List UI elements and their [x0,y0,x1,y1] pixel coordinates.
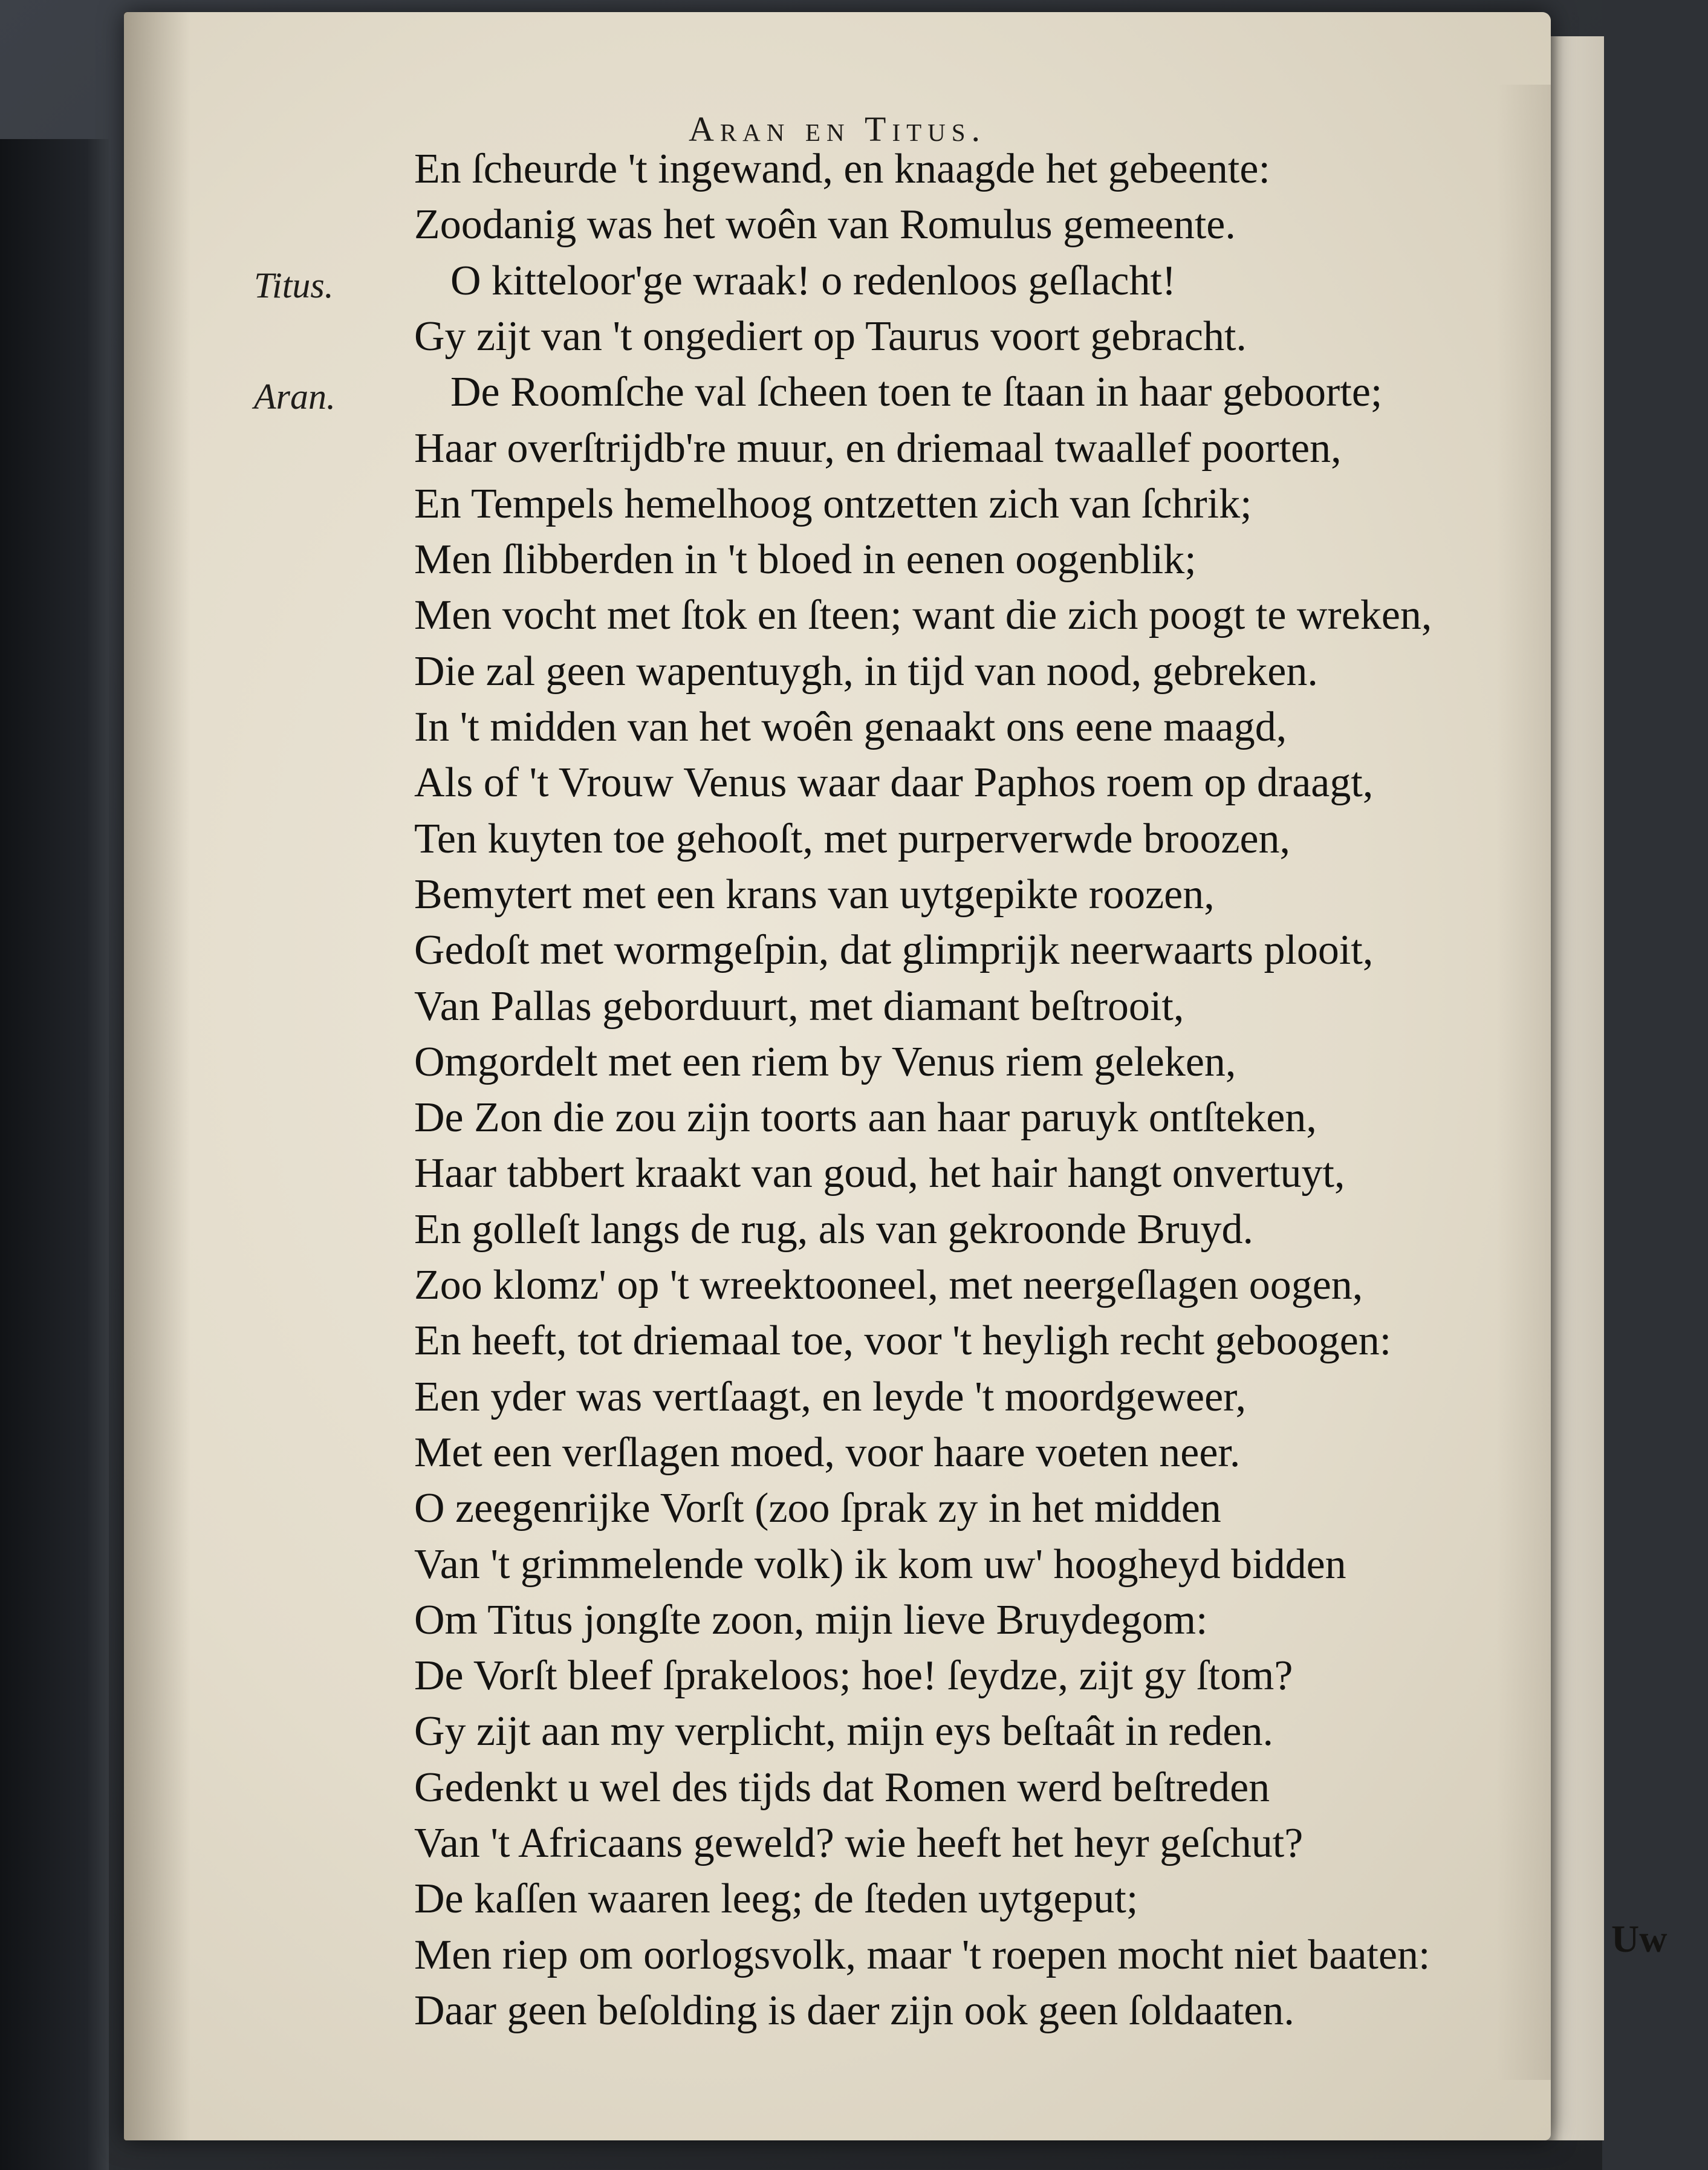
catchword: Uw [1611,1917,1667,1960]
verse-line: O zeegenrijke Vorſt (zoo ſprak zy in het midden [414,1485,1221,1532]
verse-line: Ten kuyten toe gehooſt, met purperverwde broozen, [414,815,1291,862]
verse-line: Omgordelt met een riem by Venus riem geleken, [414,1038,1236,1085]
verse-line: Men ſlibberden in 't bloed in eenen oogenblik; [414,536,1197,583]
verse-line: Van 't Africaans geweld? wie heeft het heyr geſchut? [414,1820,1304,1866]
verse-line: Gedenkt u wel des tijds dat Romen werd beſtreden [414,1764,1270,1811]
verse-line: Als of 't Vrouw Venus waar daar Paphos roem op draagt, [414,759,1374,807]
verse-line: En Tempels hemelhoog ontzetten zich van ſchrik; [414,480,1252,527]
verse-line: Om Titus jongſte zoon, mijn lieve Bruydegom: [414,1596,1208,1643]
speaker-label: Titus. [254,265,334,305]
verse-line: Bemytert met een krans van uytgepikte roozen, [414,871,1215,918]
verse-line: De Zon die zou zijn toorts aan haar paruyk ontſteken, [414,1094,1317,1142]
verse-line: Van Pallas geborduurt, met diamant beſtrooit, [414,983,1184,1030]
verse-line: De Roomſche val ſcheen toen te ſtaan in haar geboorte; [450,369,1383,416]
verse-line: Zoodanig was het woên van Romulus gemeente. [414,201,1236,249]
speaker-label: Aran. [254,377,336,417]
verse-line: De Vorſt bleef ſprakeloos; hoe! ſeydze, zijt gy ſtom? [414,1652,1293,1700]
verse-line: En heeft, tot driemaal toe, voor 't heyligh recht geboogen: [414,1317,1392,1365]
verse-line: Haar overſtrijdb're muur, en driemaal twaallef poorten, [414,424,1342,472]
verse-line: Gedoſt met wormgeſpin, dat glimprijk neerwaarts plooit, [414,927,1374,974]
verse-line: Van 't grimmelende volk) ik kom uw' hoogheyd bidden [414,1541,1346,1588]
verse-line: Men vocht met ſtok en ſteen; want die zich poogt te wreken, [414,592,1432,639]
gutter-shadow [124,12,190,2140]
verse-line: Die zal geen wapentuygh, in tijd van nood, gebreken. [414,648,1318,695]
running-head: Aran en Titus. [688,109,987,149]
verse-line: In 't midden van het woên genaakt ons eene maagd, [414,704,1287,750]
verse-line: Een yder was vertſaagt, en leyde 't moordgeweer, [414,1373,1247,1420]
verse-line: Met een verſlagen moed, voor haare voeten neer. [414,1429,1241,1476]
verse-line: Gy zijt aan my verplicht, mijn eys beſtaât in reden. [414,1708,1273,1755]
verse-line: O kitteloor'ge wraak! o redenloos geſlacht! [450,257,1177,304]
book-cover-edge [0,139,109,2170]
verse-line: Daar geen beſolding is daer zijn ook geen ſoldaaten. [414,1987,1294,2034]
verse-line: Haar tabbert kraakt van goud, het hair hangt onvertuyt, [414,1150,1345,1197]
verse-line: En ſcheurde 't ingewand, en knaagde het gebeente: [414,146,1270,192]
verse-line: En golleſt langs de rug, als van gekroonde Bruyd. [414,1206,1254,1253]
verse-line: De kaſſen waaren leeg; de ſteden uytgeput; [414,1876,1138,1923]
verse-line: Zoo klomz' op 't wreektooneel, met neergeſlagen oogen, [414,1262,1363,1308]
verse-line: Men riep om oorlogsvolk, maar 't roepen mocht niet baaten: [414,1931,1430,1978]
book-page [124,12,1667,2140]
verse-line: Gy zijt van 't ongediert op Taurus voort gebracht. [414,313,1247,360]
